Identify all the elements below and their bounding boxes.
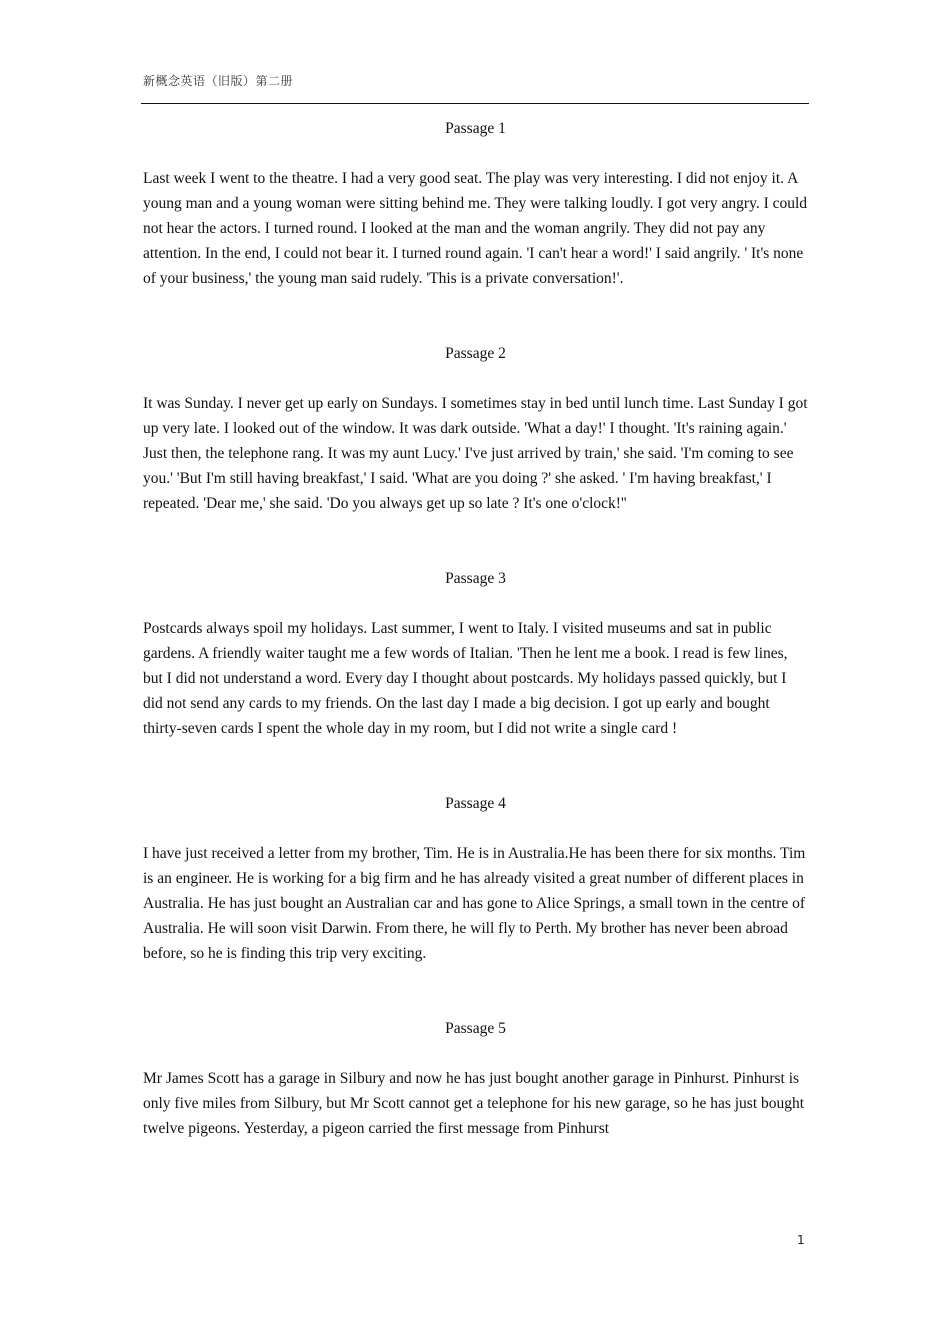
passage-title: Passage 5 — [445, 1020, 506, 1037]
passage-title: Passage 2 — [445, 345, 506, 362]
passage-title: Passage 4 — [445, 795, 506, 812]
passage-title: Passage 1 — [445, 120, 506, 137]
document-content — [143, 116, 808, 1191]
passage-title: Passage 3 — [445, 570, 506, 587]
passage-4 — [143, 791, 808, 966]
passage-3 — [143, 566, 808, 741]
passage-2 — [143, 341, 808, 516]
passage-body: It was Sunday. I never get up early on Sundays. I sometimes stay in bed until lunch time. Last Sunday I got up very late. I looked out of the window. It was dark outside. 'What a day!' I thought. 'It's raining again.' Just then, the telephone rang. It was my aunt Lucy.' I've just arrived by train,' she said. 'I'm coming to see you.' 'But I'm still having breakfast,' I said. 'What are you doing ?' she asked. ' I'm having breakfast,' I repeated. 'Dear me,' she said. 'Do you always get up so late ? It's one o'clock!'' — [143, 395, 808, 512]
header-divider — [141, 103, 809, 104]
page-number: 1 — [797, 1233, 805, 1247]
passage-5 — [143, 1016, 808, 1141]
page-header-title: 新概念英语（旧版）第二册 — [143, 74, 294, 88]
passage-body: Mr James Scott has a garage in Silbury and now he has just bought another garage in Pinhurst. Pinhurst is only five miles from Silbury, but Mr Scott cannot get a telephone for his new garage, so he has just bought twelve pigeons. Yesterday, a pigeon carried the first message from Pinhurst — [143, 1070, 805, 1137]
passage-body: Last week I went to the theatre. I had a very good seat. The play was very interesting. I did not enjoy it. A young man and a young woman were sitting behind me. They were talking loudly. I got very angry. I could not hear the actors. I turned round. I looked at the man and the woman angrily. They did not pay any attention. In the end, I could not bear it. I turned round again. 'I can't hear a word!' I said angrily. ' It's none of your business,' the young man said rudely. 'This is a private conversation!'. — [143, 170, 808, 287]
passage-body: Postcards always spoil my holidays. Last summer, I went to Italy. I visited museums and sat in public gardens. A friendly waiter taught me a few words of Italian. 'Then he lent me a book. I read is few lines, but I did not understand a word. Every day I thought about postcards. My holidays passed quickly, but I did not send any cards to my friends. On the last day I made a big decision. I got up early and bought thirty-seven cards I spent the whole day in my room, but I did not write a single card ! — [143, 620, 788, 737]
passage-1 — [143, 116, 808, 291]
passage-body: I have just received a letter from my brother, Tim. He is in Australia.He has been there for six months. Tim is an engineer. He is working for a big firm and he has already visited a great number of different places in Australia. He has just bought an Australian car and has gone to Alice Springs, a small town in the centre of Australia. He will soon visit Darwin. From there, he will fly to Perth. My brother has never been abroad before, so he is finding this trip very exciting. — [143, 845, 806, 962]
